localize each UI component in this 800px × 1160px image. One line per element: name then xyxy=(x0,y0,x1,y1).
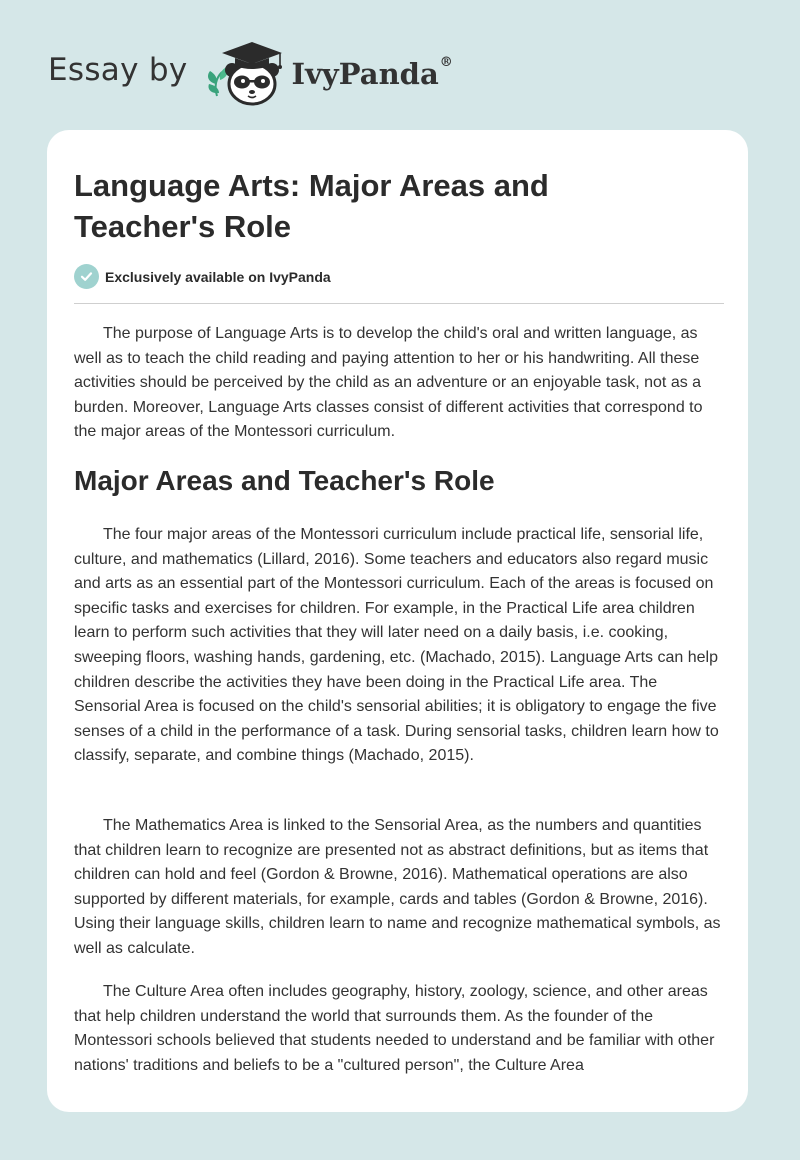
body-paragraph-3: The Culture Area often includes geography, history, zoology, science, and other areas that help children understand the world that surrounds them. As the founder of the Montessori schools believed that students needed to understand and be familiar with other nations' traditions and beliefs to be a "cultured person", the Culture Area xyxy=(74,983,715,1074)
body-paragraph-2: The Mathematics Area is linked to the Sensorial Area, as the numbers and quantities that children learn to recognize are presented not as abstract definitions, but as items that children can hold and feel (Gordon & Browne, 2016). Mathematical operations are also supported by different materials, for example, cards and tables (Gordon & Browne, 2016). Using their language skills, children learn to name and recognize mathematical symbols, as well as calculate. xyxy=(74,817,721,957)
exclusive-label: Exclusively available on IvyPanda xyxy=(105,268,331,285)
intro-paragraph: The purpose of Language Arts is to develop the child's oral and written language, as well as to teach the child reading and paying attention to her or his handwriting. All these activities should be perceived by the child as an adventure or an enjoyable task, not as a burden. Moreover, Language Arts classes consist of different activities that correspond to the major areas of the Montessori curriculum. xyxy=(74,325,703,441)
section-heading: Major Areas and Teacher's Role xyxy=(74,465,495,496)
essay-title: Language Arts: Major Areas and Teacher's Role xyxy=(74,168,549,244)
brand-name[interactable] xyxy=(292,57,453,91)
brand-prefix: Essay by xyxy=(48,52,188,88)
body-paragraph-1: The four major areas of the Montessori curriculum include practical life, sensorial life, culture, and mathematics (Lillard, 2016). Some teachers and educators also regard music and arts as an essential part of the Montessori curriculum. Each of the areas is focused on specific tasks and exercises for children. For example, in the Practical Life area children learn to perform such activities that they will later need on a daily basis, i.e. cooking, sweeping floors, washing hands, gardening, etc. (Machado, 2015). Language Arts can help children describe the activities they have been doing in the Practical Life area. The Sensorial Area is focused on the child's sensorial abilities; it is obligatory to engage the five senses of a child in the performance of a task. During sensorial tasks, children learn how to classify, separate, and combine things (Machado, 2015). xyxy=(74,526,719,765)
essay-card xyxy=(47,130,748,1112)
registered-mark: ® xyxy=(439,55,453,70)
brand-name-text: IvyPanda xyxy=(291,57,439,91)
divider xyxy=(74,303,724,304)
site-header xyxy=(48,38,453,108)
exclusive-badge xyxy=(74,264,331,289)
panda-logo-icon[interactable] xyxy=(202,38,292,108)
check-icon xyxy=(74,264,99,289)
